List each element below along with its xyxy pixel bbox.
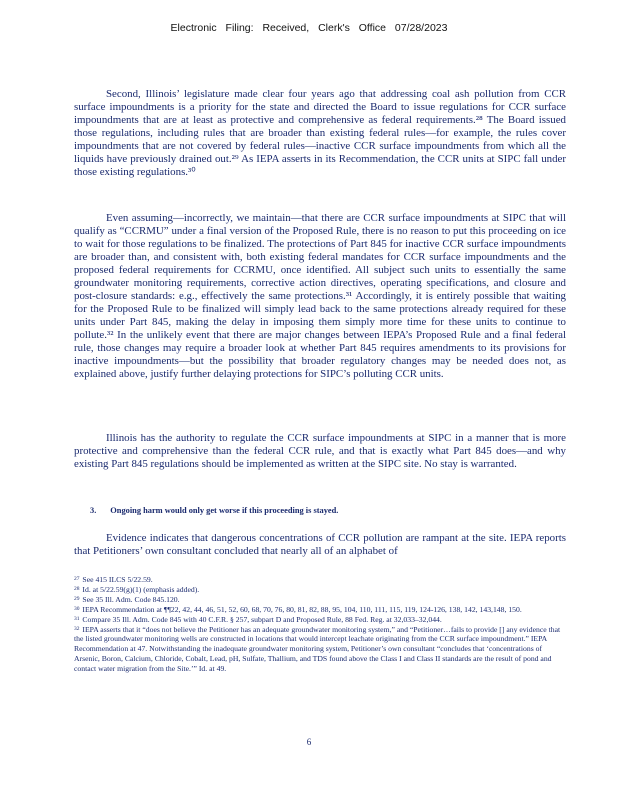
paragraph-text: Evidence indicates that dangerous concentrations of CCR pollution are rampant at the site. IEPA reports that Petitioners’ own consultant concluded that nearly all of an alphabet of (74, 532, 566, 557)
paragraph-legislature (74, 88, 566, 179)
section-heading (90, 506, 338, 515)
footnote-text: IEPA asserts that it “does not believe the Petitioner has an adequate groundwater monitoring system,” and “Petitioner…fails to provide [] any evidence that the listed groundwater monitoring wells are constructed in locations that would intercept leachate originating from the CCR surface impoundment.” IEPA Recommendation at 47. Notwithstanding the inadequate groundwater monitoring system, Petitioner’s own consultant “concludes that ‘concentrations of Arsenic, Boron, Calcium, Chloride, Cobalt, Lead, pH, Sulfate, Thallium, and TDS found above the Class I and Class II standards are the result of pond and contact water migration from the Site.’” Id. at 49. (74, 624, 561, 674)
paragraph-text: Illinois has the authority to regulate the CCR surface impoundments at SIPC in a manner that is more protective and comprehensive than the federal CCR rule, and that is exactly what Part 845 does—and why existing Part 845 regulations should be implemented as written at the SIPC site. No stay is warranted. (74, 432, 566, 470)
footnote-text: See 415 ILCS 5/22.59. (82, 575, 153, 584)
footnote-text: Compare 35 Ill. Adm. Code 845 with 40 C.F.R. § 257, subpart D and Proposed Rule, 88 Fed. Reg. at 32,033–32,044. (82, 614, 442, 624)
footnote (74, 625, 566, 675)
footnote-number: 28 (74, 585, 80, 592)
filing-header: Electronic Filing: Received, Clerk's Office 07/28/2023 (170, 22, 448, 34)
footnote-number: 27 (74, 576, 80, 582)
paragraph-evidence (74, 532, 566, 558)
footnote-number: 31 (74, 615, 80, 622)
page-number: 6 (306, 737, 312, 747)
footnote-text: IEPA Recommendation at ¶¶22, 42, 44, 46, 51, 52, 60, 68, 70, 76, 80, 81, 82, 88, 95, 104, 110, 111, 115, 119, 124-126, 138, 142, 143,148, 150. (82, 604, 522, 614)
section-number: 3. (90, 506, 97, 515)
paragraph-authority (74, 432, 566, 471)
footnote-number: 30 (74, 605, 80, 612)
footnote-number: 32 (74, 625, 80, 632)
footnote (74, 615, 566, 625)
footnote-text: See 35 Ill. Adm. Code 845.120. (82, 594, 180, 604)
footnote (74, 575, 566, 585)
section-title: Ongoing harm would only get worse if this proceeding is stayed. (110, 506, 339, 515)
footnote (74, 605, 566, 615)
paragraph-ccrmu (74, 212, 566, 381)
footnote-text: Id. at 5/22.59(g)(1) (emphasis added). (82, 584, 200, 594)
paragraph-text: Second, Illinois’ legislature made clear four years ago that addressing coal ash pollution from CCR surface impoundments is a priority for the state and directed the Board to issue regulations for CCR surface impoundments that are at least as protective and comprehensive as federal requirements.²⁸ The Board issued those regulations, including rules that are broader than existing federal rules—for example, the rules cover impoundments that are not covered by federal rules—inactive CCR surface impoundments from which all the liquids have previously drained out.²⁹ As IEPA asserts in its Recommendation, the CCR units at SIPC fall under those existing regulations.³⁰ (74, 88, 566, 178)
footnotes (74, 575, 566, 674)
paragraph-text: Even assuming—incorrectly, we maintain—that there are CCR surface impoundments at SIPC that will qualify as “CCRMU” under a final version of the Proposed Rule, there is no reason to put this proceeding on ice to wait for those regulations to be finalized. The protections of Part 845 for inactive CCR surface impoundments are broader than, and consistent with, both existing federal mandates for CCR surface impoundments and the proposed federal requirements for CCRMU, once identified. All subject such units to essentially the same groundwater monitoring requirements, corrective action directives, operating specifications, and closure and post-closure standards: e.g., effectively the same protections.³¹ Accordingly, it is entirely possible that waiting for the Proposed Rule to be finalized will simply lead back to the same protections already required for these units under Part 845, making the delay in imposing them simply more time for these units to continue to pollute.³² In the unlikely event that there are major changes between IEPA’s Proposed Rule and a final federal rule, those changes may require a broader look at whether Part 845 requires amendments to its provisions for inactive impoundments—but the possibility that broader regulatory changes may be needed does not, as explained above, justify further delaying protections for SIPC’s polluting CCR units. (74, 212, 566, 380)
footnote (74, 585, 566, 595)
footnote-number: 29 (74, 595, 80, 602)
footnote (74, 595, 566, 605)
